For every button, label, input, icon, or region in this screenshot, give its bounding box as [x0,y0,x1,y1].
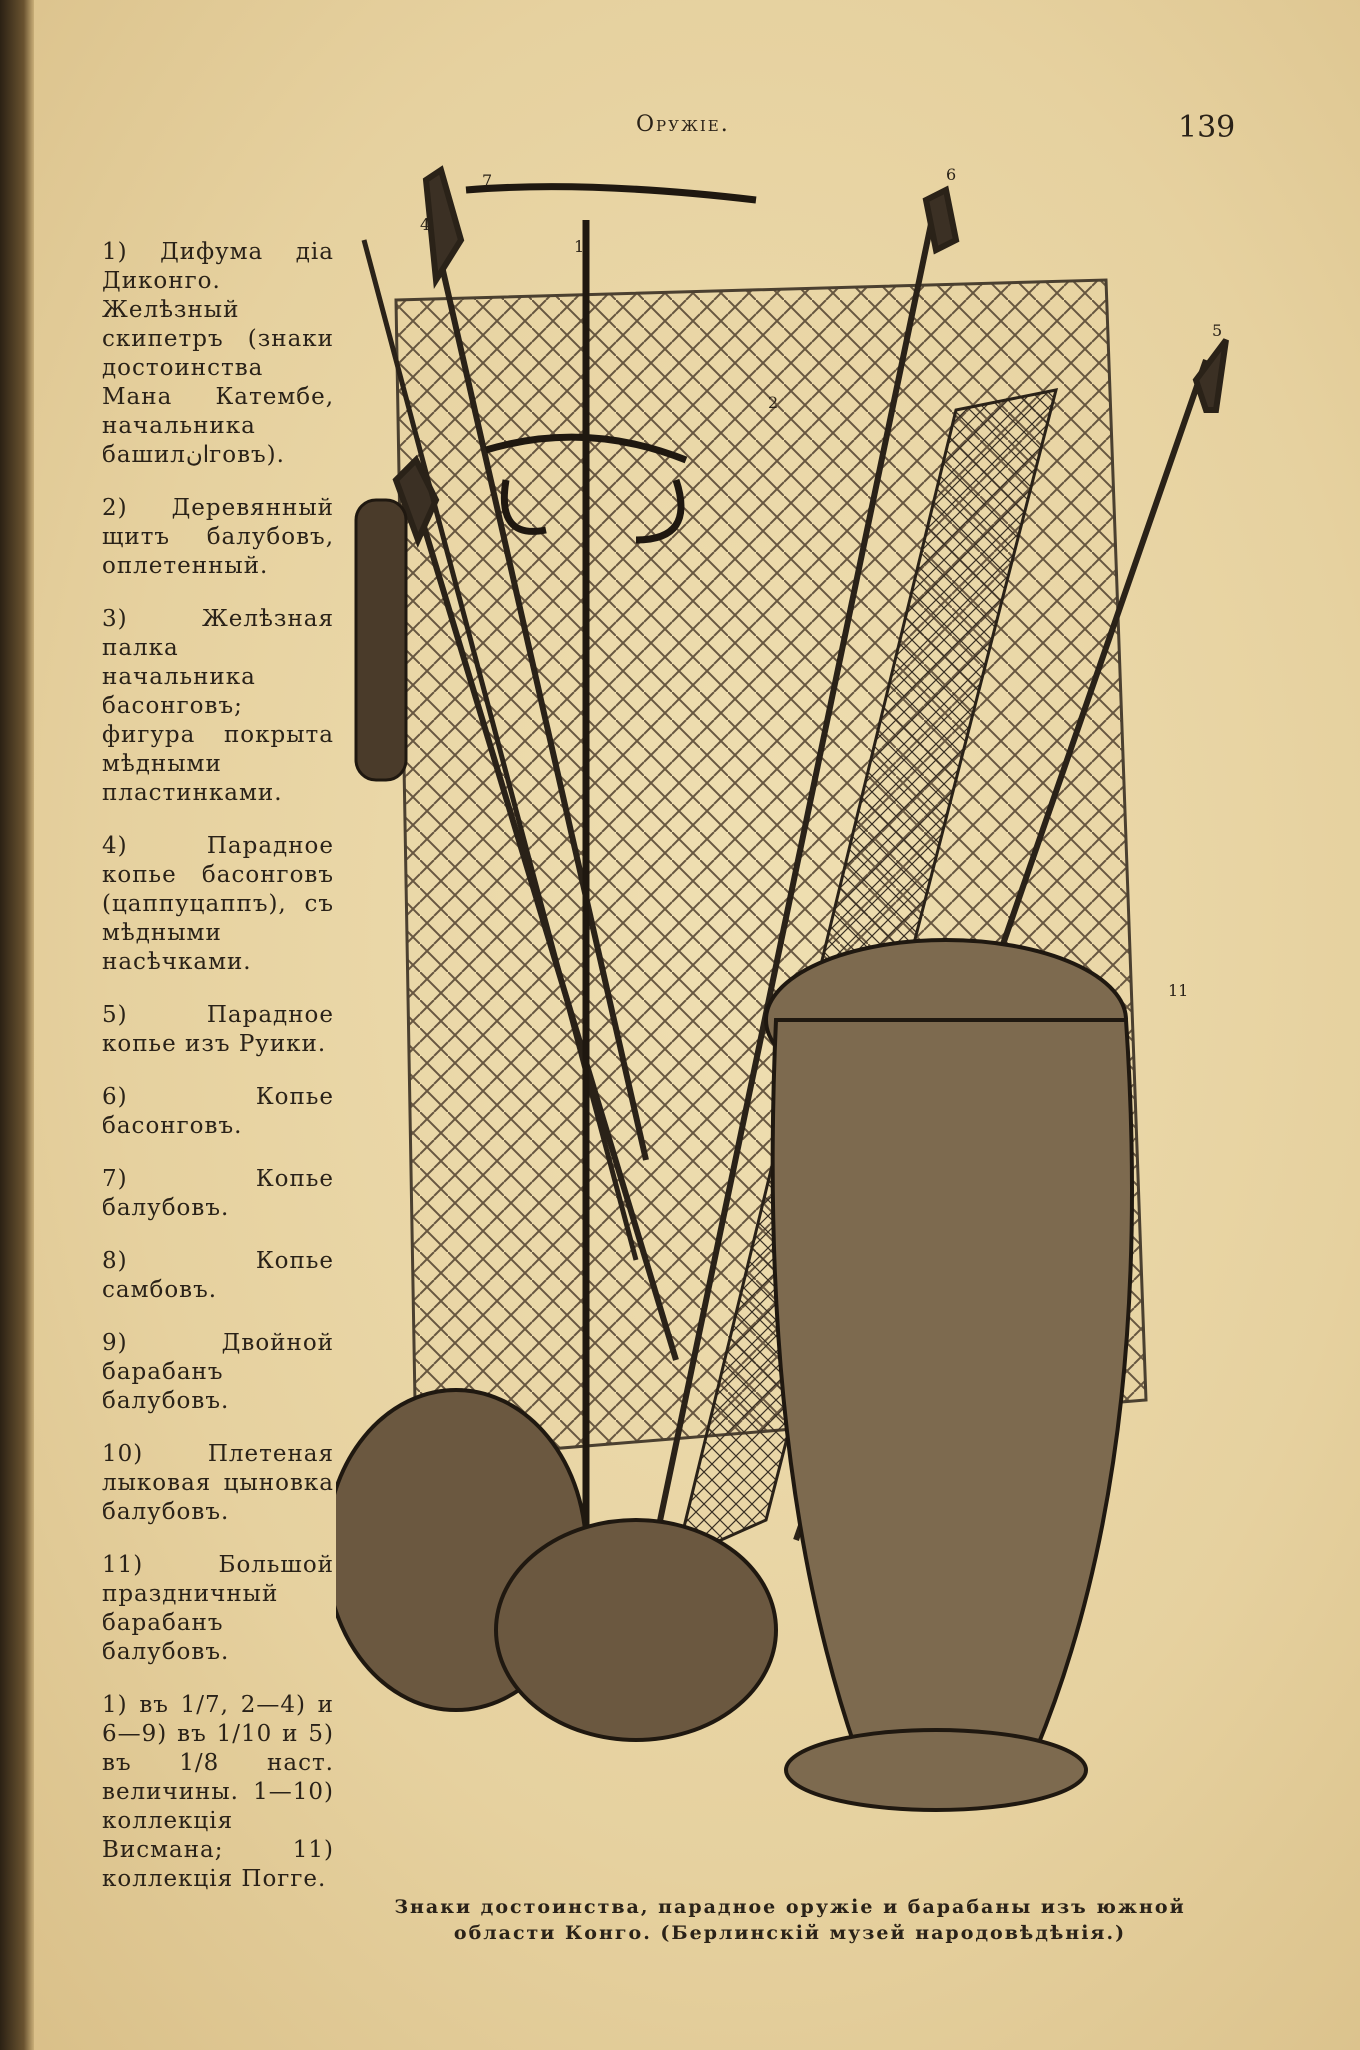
legend-entry-6: 6) Копье басонговъ. [102,1084,334,1139]
callout-7: 7 [482,171,493,190]
callout-1: 1 [574,237,585,256]
page-number: 139 [1178,110,1236,145]
engraving-drawing [336,160,1236,1880]
legend-entry-8: 8) Копье самбовъ. [102,1248,334,1303]
figure-legend [102,238,334,1917]
carved-staff [356,500,406,780]
legend-entry-3: 3) Желѣзная палка начальника басонговъ; фигура покрыта мѣдными пластинками. [102,606,334,806]
legend-entry-11: 11) Большой праздничный барабанъ балубовъ. [102,1552,334,1665]
legend-entry-10: 10) Плетеная лыковая цыновка балубовъ. [102,1441,334,1525]
callout-11: 11 [1168,981,1189,1000]
callout-6: 6 [946,165,957,184]
legend-entry-1: 1) Дифума діа Диконго. Желѣзный скипетръ (знаки достоинства Мана Катембе, начальника башилانговъ). [102,239,334,468]
callout-5: 5 [1212,321,1223,340]
engraving-illustration [336,160,1236,1880]
legend-entry-4: 4) Парадное копье басонговъ (цаппуцаппъ), съ мѣдными насѣчками. [102,833,334,975]
running-title: Оружіе. [636,112,730,137]
legend-entry-5: 5) Парадное копье изъ Руики. [102,1002,334,1057]
figure-caption: Знаки достоинства, парадное оружіе и барабаны изъ южной области Конго. (Берлинскій музей народовѣдѣнія.) [394,1896,1186,1944]
callout-2: 2 [768,393,779,412]
legend-entry-7: 7) Копье балубовъ. [102,1166,334,1221]
callout-4: 4 [420,215,431,234]
large-carved-drum [766,940,1132,1810]
scale-and-collection-note: 1) въ 1/7, 2—4) и 6—9) въ 1/10 и 5) въ 1/8 наст. величины. 1—10) коллекція Висмана; 11) коллекція Погге. [102,1692,334,1892]
legend-entry-9: 9) Двойной барабанъ балубовъ. [102,1330,334,1414]
book-spine-shadow [0,0,34,2050]
legend-entry-2: 2) Деревянный щитъ балубовъ, оплетенный. [102,495,334,579]
